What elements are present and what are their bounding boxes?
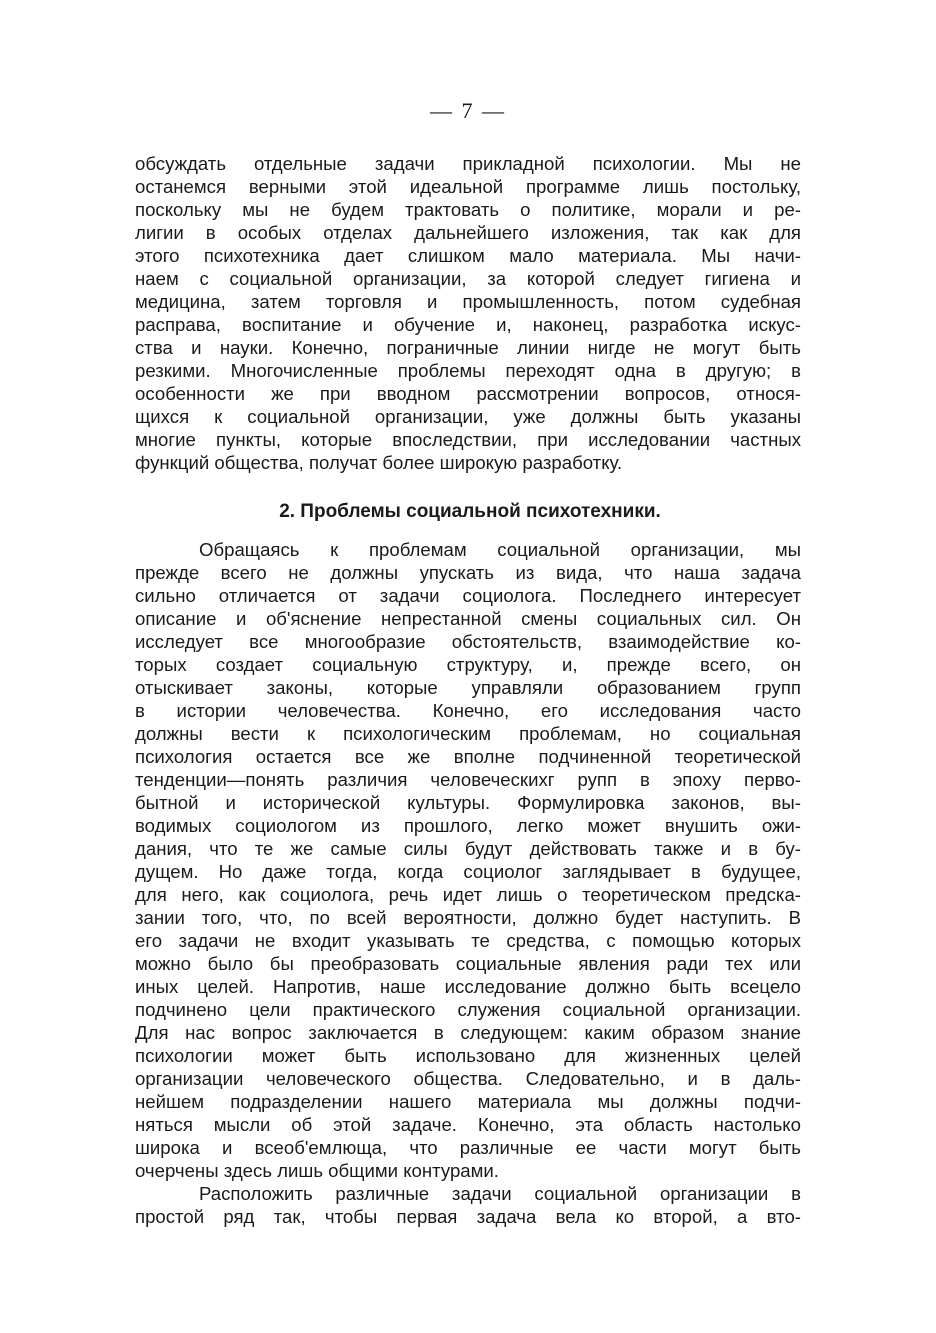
text-line: нейшем подразделении нашего материала мы должны подчи-: [135, 1091, 801, 1112]
text-line: останемся верными этой идеальной программе лишь постольку,: [135, 176, 801, 197]
text-line: зании того, что, по всей вероятности, должно будет наступить. В: [135, 907, 801, 928]
text-line: обсуждать отдельные задачи прикладной психологии. Мы не: [135, 153, 801, 174]
text-line: психологии может быть использовано для жизненных целей: [135, 1045, 801, 1066]
text-line: бытной и исторической культуры. Формулировка законов, вы-: [135, 792, 801, 813]
text-line: няться мысли об этой задаче. Конечно, эта область настолько: [135, 1114, 801, 1135]
text-line: дущем. Но даже тогда, когда социолог заглядывает в будущее,: [135, 861, 801, 882]
text-line: для него, как социолога, речь идет лишь о теоретическом предска-: [135, 884, 801, 905]
text-line: торых создает социальную структуру, и, прежде всего, он: [135, 654, 801, 675]
text-line: исследует все многообразие обстоятельств, взаимодействие ко-: [135, 631, 801, 652]
text-line: подчинено цели практического служения социальной организации.: [135, 999, 801, 1020]
text-line: поскольку мы не будем трактовать о политике, морали и ре-: [135, 199, 801, 220]
text-line: иных целей. Напротив, наше исследование должно быть всецело: [135, 976, 801, 997]
text-line: этого психотехника дает слишком мало материала. Мы начи-: [135, 245, 801, 266]
text-line: должны вести к психологическим проблемам, но социальная: [135, 723, 801, 744]
section-heading: 2. Проблемы социальной психотехники.: [279, 501, 661, 522]
text-line: психология остается все же вполне подчиненной теоретической: [135, 746, 801, 767]
text-line: Для нас вопрос заключается в следующем: каким образом знание: [135, 1022, 801, 1043]
text-line: наем с социальной организации, за которой следует гигиена и: [135, 268, 801, 289]
text-line: простой ряд так, чтобы первая задача вела ко второй, а вто-: [135, 1206, 801, 1227]
text-line: расправа, воспитание и обучение и, наконец, разработка искус-: [135, 314, 801, 335]
paragraph-body: [135, 538, 801, 1228]
text-line: прежде всего не должны упускать из вида, что наша задача: [135, 562, 801, 583]
text-line: функций общества, получат более широкую разработку.: [135, 452, 623, 473]
text-line: можно было бы преобразовать социальные явления ради тех или: [135, 953, 801, 974]
text-line: тенденции—понять различия человеческихг рупп в эпоху перво-: [135, 769, 801, 790]
text-line: организации человеческого общества. Следовательно, и в даль-: [135, 1068, 801, 1089]
text-line: многие пункты, которые впоследствии, при исследовании частных: [135, 429, 801, 450]
text-line: резкими. Многочисленные проблемы переходят одна в другую; в: [135, 360, 801, 381]
paragraph-intro: [135, 152, 801, 474]
text-line: Обращаясь к проблемам социальной организации, мы: [199, 539, 801, 560]
text-line: Расположить различные задачи социальной организации в: [199, 1183, 801, 1204]
text-line: ства и науки. Конечно, пограничные линии нигде не могут быть: [135, 337, 801, 358]
text-line: сильно отличается от задачи социолога. Последнего интересует: [135, 585, 801, 606]
page-number: — 7 —: [430, 98, 506, 123]
text-line: очерчены здесь лишь общими контурами.: [135, 1160, 499, 1181]
text-line: описание и об'яснение непрестанной смены социальных сил. Он: [135, 608, 801, 629]
text-line: особенности же при вводном рассмотрении вопросов, относя-: [135, 383, 801, 404]
text-line: лигии в особых отделах дальнейшего изложения, так как для: [135, 222, 801, 243]
text-line: его задачи не входит указывать те средства, с помощью которых: [135, 930, 801, 951]
text-line: щихся к социальной организации, уже должны быть указаны: [135, 406, 801, 427]
text-line: дания, что те же самые силы будут действовать также и в бу-: [135, 838, 801, 859]
text-line: водимых социологом из прошлого, легко может внушить ожи-: [135, 815, 801, 836]
text-line: широка и всеоб'емлюща, что различные ее части могут быть: [135, 1137, 801, 1158]
text-line: отыскивает законы, которые управляли образованием групп: [135, 677, 801, 698]
text-line: в истории человечества. Конечно, его исследования часто: [135, 700, 801, 721]
text-line: медицина, затем торговля и промышленность, потом судебная: [135, 291, 801, 312]
